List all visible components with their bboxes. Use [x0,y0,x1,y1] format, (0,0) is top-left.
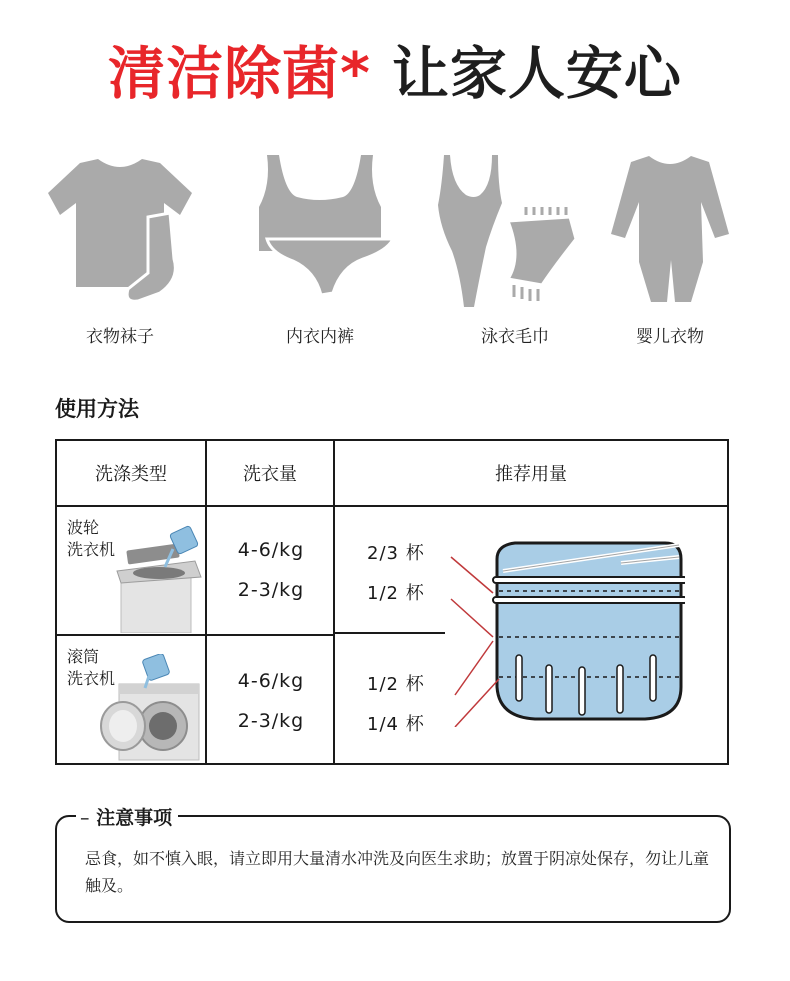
row-divider [333,632,445,634]
baby-onesie-icon [605,152,735,307]
machine-label-line2: 洗衣机 [67,669,116,688]
load-cell-front-loader [206,635,334,764]
category-label-baby-clothes: 婴儿衣物 [636,327,704,347]
usage-heading: 使用方法 [55,397,139,421]
swimsuit-towel-icon [430,155,580,315]
dose-front-large: 1/2 杯 [367,674,425,695]
dose-top-large: 2/3 杯 [367,543,425,564]
category-label-swimwear-towels: 泳衣毛巾 [481,327,549,347]
tshirt-sock-icon [40,155,200,305]
underwear-icon [245,155,395,305]
usage-table [55,439,729,765]
header-load: 洗衣量 [206,440,334,506]
notice-title: – 注意事项 [76,803,178,830]
category-label-underwear: 内衣内裤 [286,327,354,347]
title-red: 清洁除菌* [108,41,371,107]
page-title [0,28,790,110]
title-dark: 让家人安心 [370,41,682,107]
load-cell-top-loader [206,506,334,635]
header-wash-type: 洗涤类型 [56,440,206,506]
dose-cell [334,506,728,764]
category-label-clothes-socks: 衣物袜子 [86,327,154,347]
load-small: 2-3/kg [237,579,305,601]
top-loader-washer-icon [115,525,205,633]
header-dose: 推荐用量 [334,440,728,506]
machine-label-line1: 波轮 [67,518,100,537]
load-large: 4-6/kg [237,539,305,561]
machine-cell-front-loader [56,635,206,764]
dose-top-small: 1/2 杯 [367,583,425,604]
measuring-cup-icon [445,537,685,727]
machine-label-line1: 滚筒 [67,647,100,666]
front-loader-washer-icon [93,654,203,762]
machine-cell-top-loader [56,506,206,635]
machine-label-line2: 洗衣机 [67,540,116,559]
dose-front-small: 1/4 杯 [367,714,425,735]
notice-body: 忌食，如不慎入眼，请立即用大量清水冲洗及向医生求助；放置于阴凉处保存，勿让儿童触及。 [85,849,710,895]
load-small: 2-3/kg [237,710,305,732]
notice-title-text: 注意事项 [96,807,173,829]
load-large: 4-6/kg [237,670,305,692]
machine-label [67,517,115,561]
